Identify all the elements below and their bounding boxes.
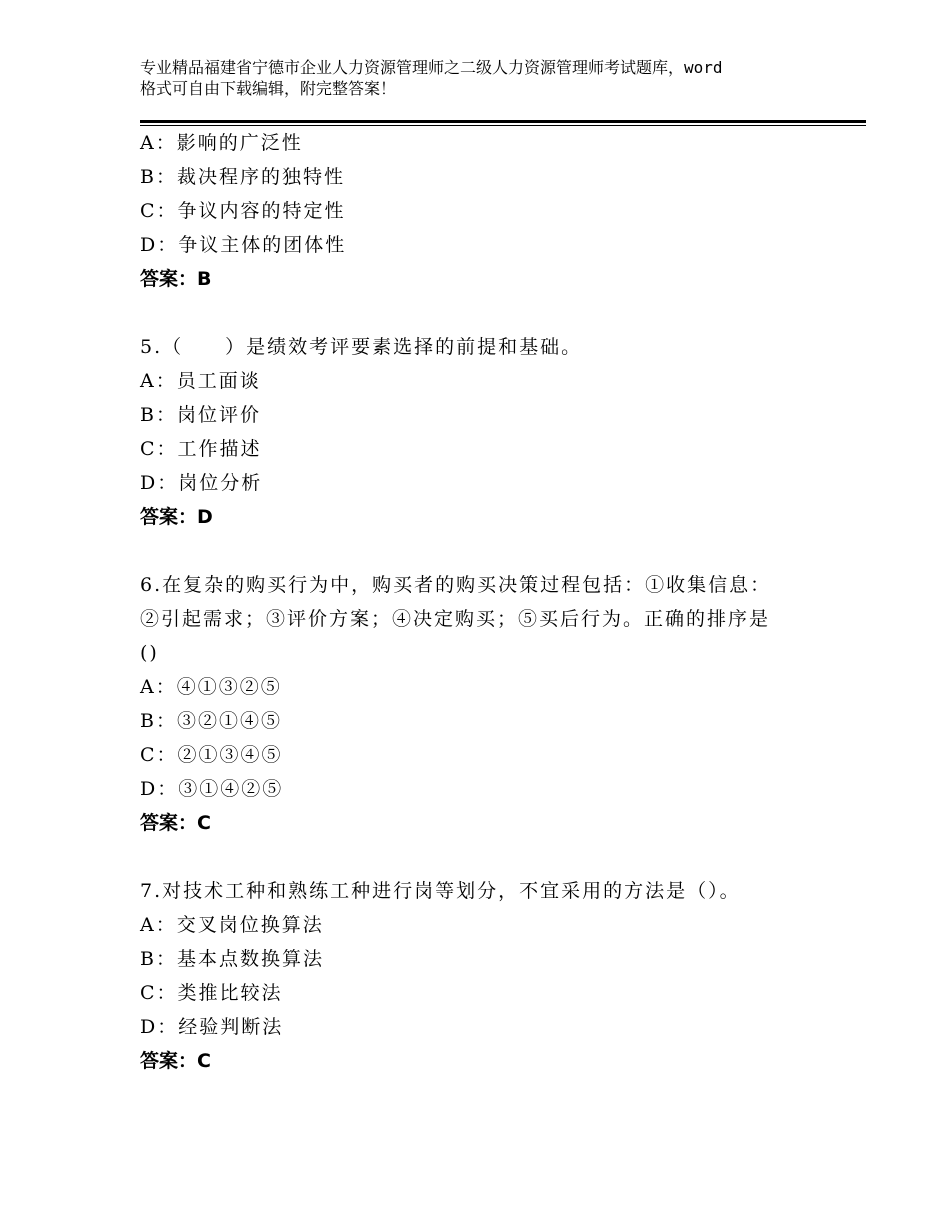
option-d: D：岗位分析 xyxy=(140,472,263,494)
option-d: D：③①④②⑤ xyxy=(140,778,284,800)
header-rule-thick xyxy=(140,120,866,123)
spacer xyxy=(140,840,866,874)
question-stem-line-3: () xyxy=(140,642,159,664)
option-c: C：争议内容的特定性 xyxy=(140,200,346,222)
answer: 答案：B xyxy=(140,268,212,290)
document-page xyxy=(140,0,866,1230)
option-a: A：交叉岗位换算法 xyxy=(140,914,324,936)
question-stem-line-1: 6.在复杂的购买行为中，购买者的购买决策过程包括：①收集信息： xyxy=(140,574,772,596)
option-a: A：④①③②⑤ xyxy=(140,676,282,698)
header-line-2: 格式可自由下载编辑，附完整答案！ xyxy=(140,79,397,98)
option-d: D：争议主体的团体性 xyxy=(140,234,347,256)
question-7 xyxy=(140,874,866,1078)
option-b: B：岗位评价 xyxy=(140,404,261,426)
option-b: B：③②①④⑤ xyxy=(140,710,282,732)
option-a: A：员工面谈 xyxy=(140,370,261,392)
spacer xyxy=(140,534,866,568)
option-c: C：工作描述 xyxy=(140,438,262,460)
question-list xyxy=(140,126,866,1078)
option-b: B：基本点数换算法 xyxy=(140,948,324,970)
spacer xyxy=(140,296,866,330)
answer: 答案：C xyxy=(140,1050,211,1072)
option-c: C：②①③④⑤ xyxy=(140,744,283,766)
question-4 xyxy=(140,126,866,296)
question-stem: 7.对技术工种和熟练工种进行岗等划分，不宜采用的方法是（）。 xyxy=(140,880,741,902)
question-stem-line-2: ②引起需求；③评价方案；④决定购买；⑤买后行为。正确的排序是 xyxy=(140,608,771,630)
option-c: C：类推比较法 xyxy=(140,982,283,1004)
header-line-1: 专业精品福建省宁德市企业人力资源管理师之二级人力资源管理师考试题库，word xyxy=(140,58,723,77)
answer: 答案：C xyxy=(140,812,211,834)
option-d: D：经验判断法 xyxy=(140,1016,284,1038)
question-5 xyxy=(140,330,866,534)
option-b: B：裁决程序的独特性 xyxy=(140,166,345,188)
question-6 xyxy=(140,568,866,840)
answer: 答案：D xyxy=(140,506,213,528)
document-header xyxy=(140,57,866,99)
option-a: A：影响的广泛性 xyxy=(140,132,303,154)
question-stem: 5.（ ）是绩效考评要素选择的前提和基础。 xyxy=(140,336,583,358)
